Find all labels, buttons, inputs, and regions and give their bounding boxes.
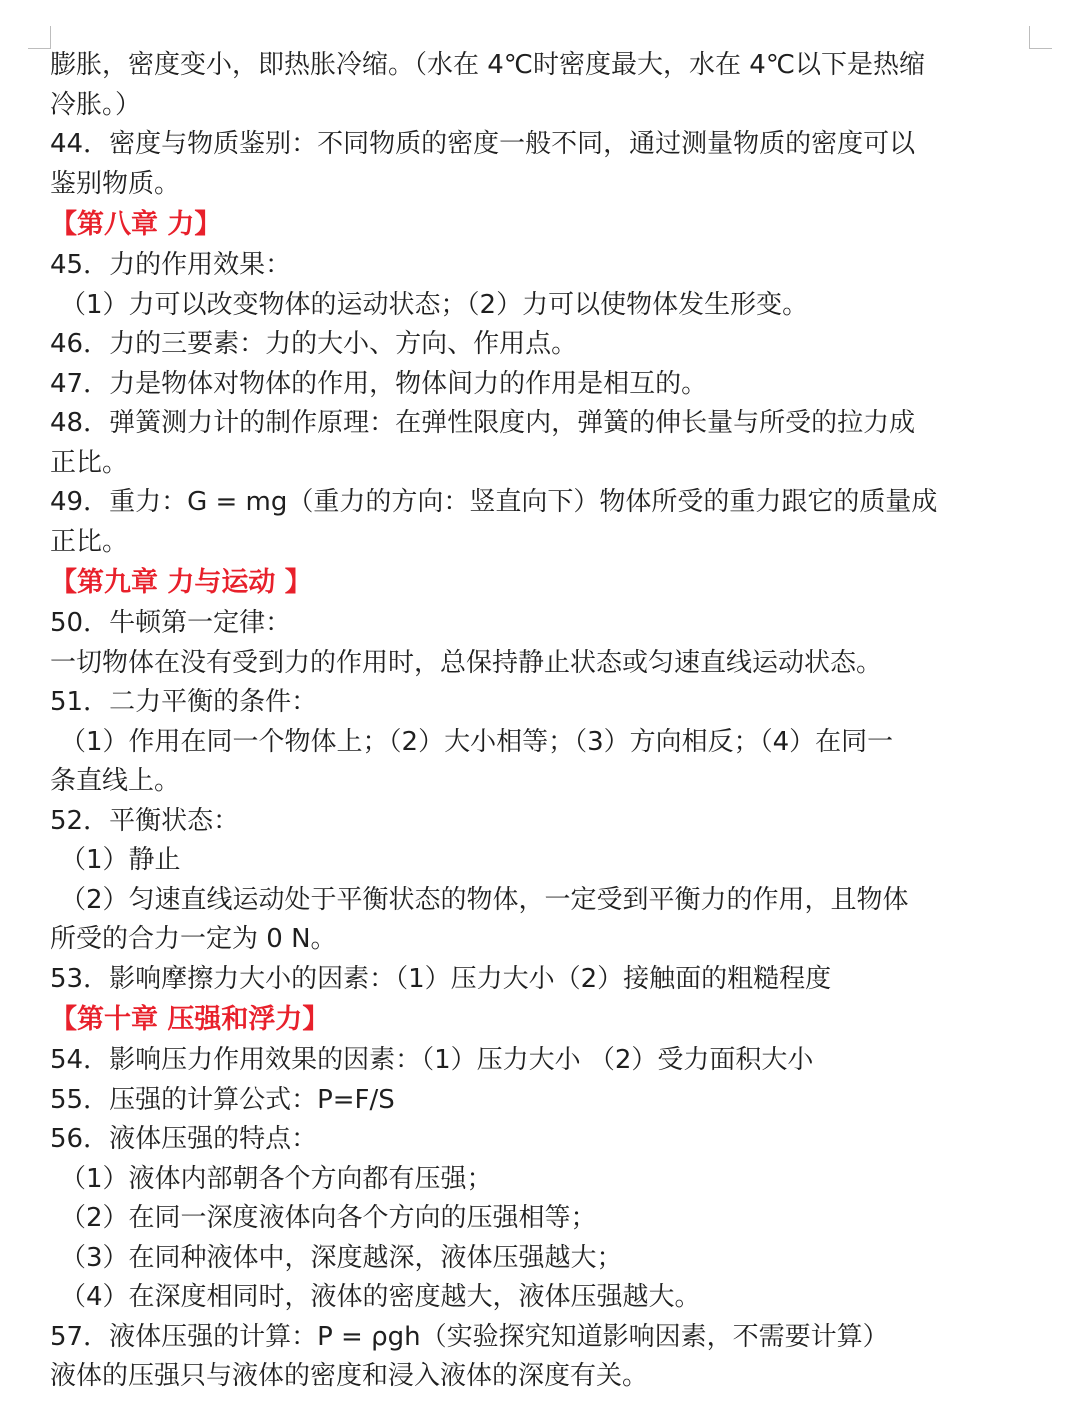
text-line: 膨胀，密度变小，即热胀冷缩。（水在 4℃时密度最大，水在 4℃以下是热缩: [50, 50, 926, 80]
text-line: 52．平衡状态：: [50, 805, 240, 836]
text-line: （2）匀速直线运动处于平衡状态的物体，一定受到平衡力的作用，且物体: [60, 884, 909, 915]
text-line: 正比。: [50, 526, 129, 557]
text-line: 53．影响摩擦力大小的因素：（1）压力大小（2）接触面的粗糙程度: [50, 963, 832, 994]
text-line: 50．牛顿第一定律：: [50, 608, 292, 638]
chapter-heading-10: 【第十章 压强和浮力】: [50, 1004, 330, 1035]
text-line: 57．液体压强的计算：P = ρgh（实验探究知道影响因素，不需要计算）: [50, 1321, 889, 1352]
text-line: 51．二力平衡的条件：: [50, 687, 318, 717]
text-line: （1）静止: [60, 845, 181, 875]
text-line: 44．密度与物质鉴别：不同物质的密度一般不同，通过测量物质的密度可以: [50, 129, 916, 159]
text-line: 56．液体压强的特点：: [50, 1124, 318, 1154]
text-line: 47．力是物体对物体的作用，物体间力的作用是相互的。: [50, 368, 708, 399]
chapter-heading-8: 【第八章 力】: [50, 209, 222, 240]
text-line: 鉴别物质。: [50, 168, 181, 199]
text-line: 液体的压强只与液体的密度和浸入液体的深度有关。: [50, 1361, 649, 1391]
text-line: 49．重力：G = mg（重力的方向：竖直向下）物体所受的重力跟它的质量成: [50, 487, 938, 517]
text-line: 冷胀。）: [50, 89, 142, 120]
text-line: 一切物体在没有受到力的作用时，总保持静止状态或匀速直线运动状态。: [50, 647, 883, 678]
text-line: （1）作用在同一个物体上；（2）大小相等；（3）方向相反；（4）在同一: [60, 726, 894, 757]
text-line: 48．弹簧测力计的制作原理：在弹性限度内，弹簧的伸长量与所受的拉力成: [50, 408, 916, 438]
chapter-heading-9: 【第九章 力与运动 】: [50, 567, 312, 598]
text-line: 54．影响压力作用效果的因素：（1）压力大小 （2）受力面积大小: [50, 1045, 814, 1075]
text-line: 46．力的三要素：力的大小、方向、作用点。: [50, 329, 578, 359]
text-line: （1）液体内部朝各个方向都有压强；: [60, 1163, 493, 1194]
text-line: 55．压强的计算公式：P=F/S: [50, 1084, 395, 1115]
text-line: （1）力可以改变物体的运动状态；（2）力可以使物体发生形变。: [60, 289, 809, 320]
margin-corner-mark-left: [28, 26, 51, 49]
text-line: 正比。: [50, 447, 129, 478]
text-line: 45．力的作用效果：: [50, 250, 292, 280]
text-line: 所受的合力一定为 0 N。: [50, 924, 337, 954]
text-line: （3）在同种液体中，深度越深，液体压强越大；: [60, 1242, 623, 1273]
text-line: 条直线上。: [50, 766, 181, 796]
text-line: （2）在同一深度液体向各个方向的压强相等；: [60, 1203, 597, 1233]
text-line: （4）在深度相同时，液体的密度越大，液体压强越大。: [60, 1282, 701, 1312]
document-body: [50, 46, 1035, 1397]
